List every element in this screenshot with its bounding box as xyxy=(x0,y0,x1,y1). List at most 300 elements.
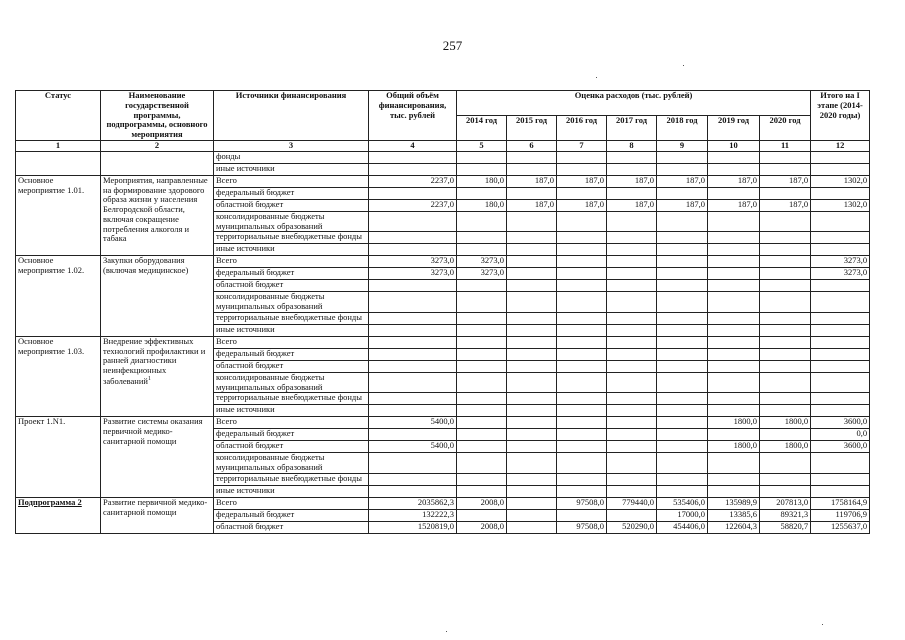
value-cell xyxy=(657,324,708,336)
name-cell xyxy=(101,175,214,256)
value-cell xyxy=(811,292,870,313)
name-cell xyxy=(101,256,214,337)
value-cell: 0,0 xyxy=(811,429,870,441)
value-cell: 187,0 xyxy=(657,175,708,187)
value-cell xyxy=(811,324,870,336)
value-cell xyxy=(607,244,657,256)
value-cell xyxy=(760,163,811,175)
column-number: 4 xyxy=(369,140,457,151)
value-cell xyxy=(760,232,811,244)
value-cell xyxy=(369,244,457,256)
page-number: 257 xyxy=(442,38,463,53)
source-cell: Всего xyxy=(214,336,369,348)
value-cell xyxy=(760,485,811,497)
value-cell xyxy=(507,485,557,497)
value-cell xyxy=(811,372,870,393)
value-cell xyxy=(507,244,557,256)
value-cell xyxy=(457,509,507,521)
value-cell: 1800,0 xyxy=(708,417,760,429)
value-cell xyxy=(557,280,607,292)
value-cell xyxy=(607,211,657,232)
value-cell xyxy=(557,348,607,360)
value-cell: 1520819,0 xyxy=(369,521,457,533)
value-cell xyxy=(657,232,708,244)
value-cell xyxy=(760,453,811,474)
header-estimate: Оценка расходов (тыс. рублей) xyxy=(457,91,811,116)
source-cell: Всего xyxy=(214,497,369,509)
value-cell: 1255637,0 xyxy=(811,521,870,533)
status-cell xyxy=(16,497,101,533)
table-row xyxy=(16,256,870,268)
value-cell: 1800,0 xyxy=(708,441,760,453)
column-number: 3 xyxy=(214,140,369,151)
value-cell xyxy=(457,348,507,360)
value-cell xyxy=(369,336,457,348)
value-cell xyxy=(708,268,760,280)
value-cell: 5400,0 xyxy=(369,417,457,429)
value-cell xyxy=(507,187,557,199)
value-cell xyxy=(607,163,657,175)
value-cell: 58820,7 xyxy=(760,521,811,533)
value-cell xyxy=(457,429,507,441)
value-cell xyxy=(457,280,507,292)
value-cell xyxy=(369,280,457,292)
value-cell xyxy=(708,211,760,232)
value-cell: 2008,0 xyxy=(457,521,507,533)
value-cell: 454406,0 xyxy=(657,521,708,533)
value-cell xyxy=(760,292,811,313)
value-cell xyxy=(507,280,557,292)
value-cell xyxy=(657,151,708,163)
value-cell xyxy=(507,211,557,232)
source-cell: Всего xyxy=(214,175,369,187)
value-cell xyxy=(557,256,607,268)
value-cell xyxy=(557,187,607,199)
value-cell: 3273,0 xyxy=(811,256,870,268)
value-cell xyxy=(457,187,507,199)
name-label: Развитие первичной медико-санитарной помощи xyxy=(103,497,208,517)
value-cell: 1758164,9 xyxy=(811,497,870,509)
value-cell xyxy=(457,473,507,485)
value-cell: 122604,3 xyxy=(708,521,760,533)
value-cell: 2237,0 xyxy=(369,199,457,211)
value-cell: 187,0 xyxy=(507,199,557,211)
value-cell xyxy=(507,336,557,348)
value-cell xyxy=(369,324,457,336)
value-cell xyxy=(507,151,557,163)
value-cell: 1800,0 xyxy=(760,417,811,429)
status-label: Основное мероприятие 1.03. xyxy=(18,336,85,356)
value-cell xyxy=(507,372,557,393)
value-cell xyxy=(657,453,708,474)
value-cell: 3273,0 xyxy=(369,256,457,268)
value-cell xyxy=(369,187,457,199)
value-cell: 180,0 xyxy=(457,175,507,187)
value-cell xyxy=(607,372,657,393)
value-cell xyxy=(457,336,507,348)
value-cell: 187,0 xyxy=(557,175,607,187)
value-cell xyxy=(557,151,607,163)
value-cell: 3273,0 xyxy=(457,256,507,268)
value-cell xyxy=(507,292,557,313)
value-cell xyxy=(557,268,607,280)
source-cell: консолидированные бюджеты муниципальных образований xyxy=(214,453,369,474)
value-cell xyxy=(607,405,657,417)
header-stage-total: Итого на I этапе (2014-2020 годы) xyxy=(811,91,870,141)
value-cell xyxy=(607,441,657,453)
value-cell xyxy=(657,393,708,405)
value-cell xyxy=(557,393,607,405)
value-cell xyxy=(369,473,457,485)
value-cell xyxy=(557,453,607,474)
value-cell xyxy=(607,417,657,429)
value-cell: 119706,9 xyxy=(811,509,870,521)
header-year: 2014 год xyxy=(457,115,507,140)
value-cell xyxy=(657,211,708,232)
value-cell xyxy=(369,292,457,313)
value-cell: 2008,0 xyxy=(457,497,507,509)
value-cell: 187,0 xyxy=(657,199,708,211)
value-cell xyxy=(760,268,811,280)
value-cell xyxy=(607,429,657,441)
name-label: Мероприятия, направленные на формирование здорового образа жизни у населения Белгородской области, включая сокращение потребления алкоголя и табака xyxy=(103,175,208,244)
value-cell xyxy=(760,372,811,393)
value-cell xyxy=(607,360,657,372)
value-cell xyxy=(657,268,708,280)
value-cell xyxy=(369,232,457,244)
column-number: 6 xyxy=(507,140,557,151)
value-cell xyxy=(507,348,557,360)
value-cell: 135989,9 xyxy=(708,497,760,509)
value-cell xyxy=(369,485,457,497)
source-cell: иные источники xyxy=(214,485,369,497)
value-cell xyxy=(708,256,760,268)
value-cell xyxy=(760,244,811,256)
value-cell xyxy=(557,417,607,429)
value-cell: 5400,0 xyxy=(369,441,457,453)
name-cell xyxy=(101,417,214,498)
source-cell: федеральный бюджет xyxy=(214,268,369,280)
value-cell xyxy=(607,348,657,360)
value-cell xyxy=(760,280,811,292)
value-cell xyxy=(811,211,870,232)
value-cell xyxy=(369,429,457,441)
name-label: Закупки оборудования (включая медицинское) xyxy=(103,255,189,276)
value-cell xyxy=(607,473,657,485)
column-number: 5 xyxy=(457,140,507,151)
value-cell xyxy=(607,485,657,497)
value-cell xyxy=(507,163,557,175)
value-cell xyxy=(657,163,708,175)
value-cell xyxy=(760,348,811,360)
value-cell xyxy=(557,312,607,324)
value-cell xyxy=(557,429,607,441)
value-cell xyxy=(657,244,708,256)
value-cell: 1302,0 xyxy=(811,175,870,187)
value-cell xyxy=(760,312,811,324)
value-cell xyxy=(607,280,657,292)
value-cell xyxy=(811,187,870,199)
value-cell xyxy=(507,312,557,324)
status-label: Основное мероприятие 1.01. xyxy=(18,175,85,195)
value-cell xyxy=(657,292,708,313)
value-cell xyxy=(457,292,507,313)
value-cell xyxy=(457,453,507,474)
status-label: Проект 1.N1. xyxy=(18,416,66,427)
value-cell xyxy=(657,372,708,393)
source-cell: консолидированные бюджеты муниципальных образований xyxy=(214,292,369,313)
value-cell: 187,0 xyxy=(708,199,760,211)
header-year: 2016 год xyxy=(557,115,607,140)
value-cell xyxy=(708,348,760,360)
value-cell xyxy=(457,372,507,393)
header-total: Общий объём финансирования, тыс. рублей xyxy=(369,91,457,141)
value-cell xyxy=(507,405,557,417)
value-cell xyxy=(607,324,657,336)
value-cell xyxy=(760,151,811,163)
value-cell xyxy=(607,292,657,313)
value-cell: 2237,0 xyxy=(369,175,457,187)
value-cell xyxy=(708,151,760,163)
column-number: 11 xyxy=(760,140,811,151)
name-label: Развитие системы оказания первичной медико-санитарной помощи xyxy=(103,416,203,446)
value-cell xyxy=(369,405,457,417)
value-cell xyxy=(607,336,657,348)
value-cell xyxy=(811,244,870,256)
value-cell xyxy=(811,280,870,292)
value-cell xyxy=(657,348,708,360)
value-cell xyxy=(369,372,457,393)
value-cell xyxy=(557,509,607,521)
value-cell xyxy=(811,360,870,372)
value-cell xyxy=(811,348,870,360)
value-cell: 97508,0 xyxy=(557,497,607,509)
value-cell xyxy=(607,312,657,324)
value-cell xyxy=(760,429,811,441)
value-cell xyxy=(557,441,607,453)
source-cell: областной бюджет xyxy=(214,441,369,453)
value-cell xyxy=(607,393,657,405)
value-cell xyxy=(657,280,708,292)
value-cell xyxy=(708,187,760,199)
value-cell xyxy=(507,393,557,405)
value-cell: 187,0 xyxy=(557,199,607,211)
source-cell: иные источники xyxy=(214,405,369,417)
value-cell xyxy=(457,324,507,336)
source-cell: федеральный бюджет xyxy=(214,348,369,360)
value-cell xyxy=(369,211,457,232)
value-cell xyxy=(708,473,760,485)
value-cell xyxy=(557,163,607,175)
footnote-mark: 1 xyxy=(147,375,151,382)
value-cell xyxy=(811,312,870,324)
source-cell: федеральный бюджет xyxy=(214,509,369,521)
value-cell: 13385,6 xyxy=(708,509,760,521)
status-cell xyxy=(16,256,101,337)
value-cell xyxy=(457,312,507,324)
value-cell xyxy=(369,348,457,360)
value-cell xyxy=(607,453,657,474)
column-number: 1 xyxy=(16,140,101,151)
source-cell: иные источники xyxy=(214,244,369,256)
value-cell xyxy=(369,163,457,175)
value-cell xyxy=(507,232,557,244)
value-cell xyxy=(457,405,507,417)
value-cell xyxy=(369,151,457,163)
column-number-row xyxy=(16,140,870,151)
value-cell xyxy=(708,163,760,175)
value-cell xyxy=(607,151,657,163)
value-cell xyxy=(607,256,657,268)
value-cell xyxy=(607,268,657,280)
column-number: 12 xyxy=(811,140,870,151)
value-cell xyxy=(457,163,507,175)
value-cell xyxy=(507,417,557,429)
name-cell xyxy=(101,163,214,175)
value-cell xyxy=(708,292,760,313)
source-cell: областной бюджет xyxy=(214,521,369,533)
value-cell xyxy=(557,211,607,232)
value-cell xyxy=(507,324,557,336)
value-cell xyxy=(708,429,760,441)
value-cell: 1800,0 xyxy=(760,441,811,453)
header-row-1 xyxy=(16,91,870,116)
value-cell xyxy=(708,336,760,348)
value-cell xyxy=(657,441,708,453)
value-cell xyxy=(557,485,607,497)
value-cell xyxy=(457,232,507,244)
value-cell xyxy=(708,324,760,336)
value-cell: 520290,0 xyxy=(607,521,657,533)
value-cell: 779440,0 xyxy=(607,497,657,509)
value-cell xyxy=(457,211,507,232)
value-cell xyxy=(708,244,760,256)
value-cell: 187,0 xyxy=(760,175,811,187)
value-cell: 187,0 xyxy=(708,175,760,187)
value-cell: 1302,0 xyxy=(811,199,870,211)
value-cell xyxy=(557,232,607,244)
value-cell xyxy=(607,509,657,521)
value-cell xyxy=(708,405,760,417)
value-cell xyxy=(557,292,607,313)
value-cell xyxy=(657,405,708,417)
value-cell: 3600,0 xyxy=(811,417,870,429)
value-cell xyxy=(760,211,811,232)
value-cell xyxy=(457,360,507,372)
value-cell: 207813,0 xyxy=(760,497,811,509)
table-row xyxy=(16,417,870,429)
source-cell: федеральный бюджет xyxy=(214,429,369,441)
source-cell: Всего xyxy=(214,256,369,268)
value-cell: 17000,0 xyxy=(657,509,708,521)
value-cell xyxy=(708,453,760,474)
value-cell xyxy=(657,485,708,497)
value-cell xyxy=(760,324,811,336)
name-label: Внедрение эффективных технологий профилактики и ранней диагностики неинфекционных заболеваний xyxy=(103,336,206,386)
value-cell xyxy=(557,372,607,393)
value-cell: 3600,0 xyxy=(811,441,870,453)
source-cell: Всего xyxy=(214,417,369,429)
value-cell xyxy=(811,336,870,348)
table-row xyxy=(16,163,870,175)
value-cell xyxy=(657,336,708,348)
header-name: Наименование государственной программы, подпрограммы, основного мероприятия xyxy=(101,91,214,141)
status-cell xyxy=(16,417,101,498)
value-cell xyxy=(507,429,557,441)
value-cell xyxy=(657,256,708,268)
scan-speck xyxy=(683,65,684,66)
source-cell: фонды xyxy=(214,151,369,163)
scan-speck xyxy=(446,631,447,632)
name-cell xyxy=(101,336,214,417)
status-label: Подпрограмма 2 xyxy=(18,497,82,507)
value-cell xyxy=(369,453,457,474)
value-cell xyxy=(657,312,708,324)
value-cell xyxy=(507,509,557,521)
value-cell xyxy=(811,473,870,485)
value-cell xyxy=(557,473,607,485)
header-year: 2020 год xyxy=(760,115,811,140)
column-number: 2 xyxy=(101,140,214,151)
value-cell xyxy=(760,256,811,268)
value-cell xyxy=(457,151,507,163)
value-cell xyxy=(811,151,870,163)
table-row xyxy=(16,175,870,187)
value-cell xyxy=(760,393,811,405)
value-cell xyxy=(657,429,708,441)
header-status: Статус xyxy=(16,91,101,141)
value-cell: 187,0 xyxy=(607,199,657,211)
value-cell: 3273,0 xyxy=(369,268,457,280)
value-cell xyxy=(708,485,760,497)
value-cell: 97508,0 xyxy=(557,521,607,533)
value-cell xyxy=(708,280,760,292)
value-cell xyxy=(557,244,607,256)
value-cell xyxy=(811,453,870,474)
table-row xyxy=(16,497,870,509)
value-cell xyxy=(457,393,507,405)
value-cell xyxy=(760,473,811,485)
column-number: 7 xyxy=(557,140,607,151)
column-number: 8 xyxy=(607,140,657,151)
value-cell: 187,0 xyxy=(507,175,557,187)
value-cell xyxy=(507,360,557,372)
header-year: 2017 год xyxy=(607,115,657,140)
value-cell xyxy=(760,336,811,348)
value-cell: 535406,0 xyxy=(657,497,708,509)
source-cell: территориальные внебюджетные фонды xyxy=(214,232,369,244)
value-cell xyxy=(708,360,760,372)
source-cell: областной бюджет xyxy=(214,199,369,211)
value-cell xyxy=(507,441,557,453)
value-cell xyxy=(557,324,607,336)
status-cell xyxy=(16,151,101,163)
table-row xyxy=(16,336,870,348)
value-cell xyxy=(369,393,457,405)
header-year: 2018 год xyxy=(657,115,708,140)
table-body xyxy=(16,140,870,533)
status-cell xyxy=(16,175,101,256)
value-cell: 180,0 xyxy=(457,199,507,211)
value-cell: 132222,3 xyxy=(369,509,457,521)
value-cell xyxy=(557,336,607,348)
value-cell xyxy=(507,473,557,485)
value-cell xyxy=(708,393,760,405)
value-cell xyxy=(811,393,870,405)
source-cell: иные источники xyxy=(214,324,369,336)
value-cell: 2035862,3 xyxy=(369,497,457,509)
source-cell: областной бюджет xyxy=(214,360,369,372)
